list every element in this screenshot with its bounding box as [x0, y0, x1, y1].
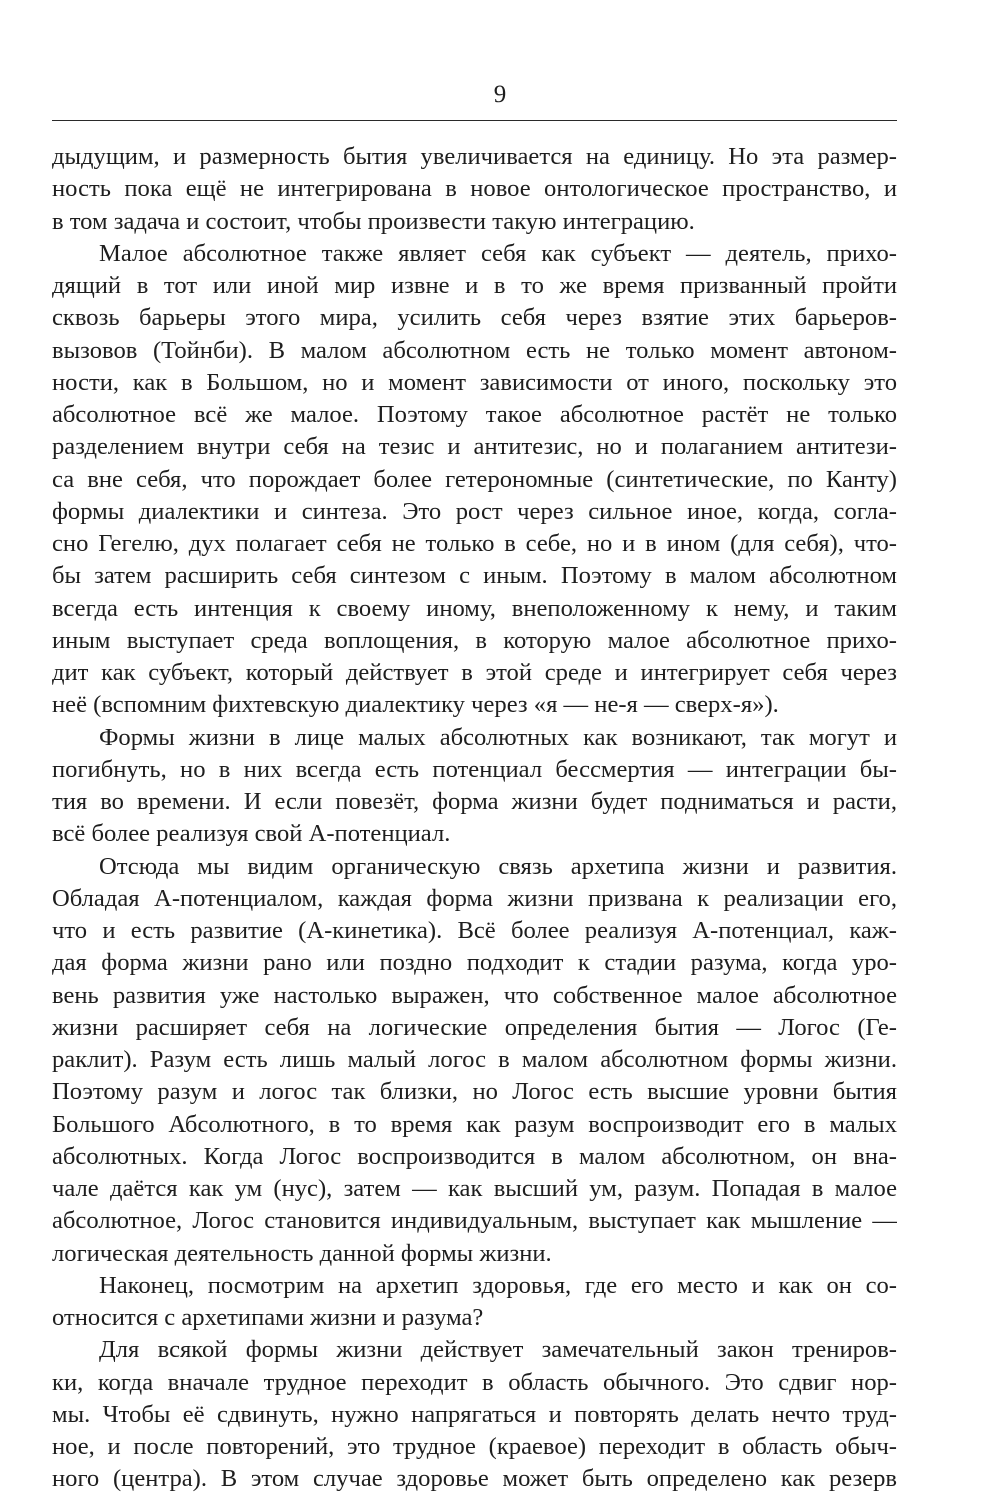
text-line: Отсюда мы видим органическую связь архетипа жизни и развития. [99, 852, 897, 880]
text-line: абсолютных. Когда Логос воспроизводится в малом абсолютном, он вна- [52, 1142, 897, 1170]
text-line: что и есть развитие (А-кинетика). Всё более реализуя А-потенциал, каж- [52, 917, 897, 944]
text-line: тия во времени. И если повезёт, форма жизни будет подниматься и расти, [52, 788, 897, 815]
text-line: разделением внутри себя на тезис и антитезис, но и полаганием антитези- [52, 433, 897, 461]
text-line: Большого Абсолютного, в то время как разум воспроизводит его в малых [52, 1110, 897, 1138]
text-line: бы затем расширить себя синтезом с иным. Поэтому в малом абсолютном [52, 562, 897, 590]
text-line: чале даётся как ум (нус), затем — как высший ум, разум. Попадая в малое [52, 1175, 897, 1202]
text-line: погибнуть, но в них всегда есть потенциал бессмертия — интеграции бы- [52, 755, 897, 783]
text-line: са вне себя, что порождает более гетерономные (синтетические, по Канту) [52, 465, 897, 493]
text-line: логическая деятельность данной формы жизни. [52, 1239, 552, 1267]
paragraph [52, 1270, 897, 1335]
text-line: ность пока ещё не интегрирована в новое онтологическое пространство, и [52, 175, 897, 203]
text-line: дящий в тот или иной мир извне и в то же время призванный пройти [52, 272, 897, 299]
text-line: Для всякой формы жизни действует замечательный закон трениров- [99, 1336, 897, 1364]
paragraph [52, 1334, 897, 1495]
text-line: относится с архетипами жизни и разума? [52, 1304, 484, 1331]
text-line: мы. Чтобы её сдвинуть, нужно напрягаться и повторять делать нечто труд- [52, 1400, 897, 1428]
text-line: сквозь барьеры этого мира, усилить себя через взятие этих барьеров- [52, 304, 897, 332]
paragraph [52, 141, 897, 238]
paragraph [52, 851, 897, 1270]
text-line: раклит). Разум есть лишь малый логос в малом абсолютном формы жизни. [52, 1046, 897, 1073]
text-line: формы диалектики и синтеза. Это рост через сильное иное, когда, согла- [52, 497, 897, 525]
text-line: в том задача и состоит, чтобы произвести такую интеграцию. [52, 207, 695, 235]
text-line: иным выступает среда воплощения, в которую малое абсолютное прихо- [52, 626, 897, 654]
text-line: сно Гегелю, дух полагает себя не только в себе, но и в ином (для себя), что- [52, 530, 897, 557]
header-rule [52, 120, 897, 121]
text-line: дая форма жизни рано или поздно подходит к стадии разума, когда уро- [52, 949, 897, 977]
text-line: вызовов (Тойнби). В малом абсолютном есть не только момент автоном- [52, 336, 897, 364]
page-number: 9 [493, 81, 507, 108]
paragraph [52, 238, 897, 722]
text-line: ки, когда вначале трудное переходит в область обычного. Это сдвиг нор- [52, 1368, 897, 1396]
text-line: абсолютное всё же малое. Поэтому такое абсолютное растёт не только [52, 401, 897, 428]
text-line: всё более реализуя свой А-потенциал. [52, 820, 451, 848]
text-line: вень развития уже настолько выражен, что собственное малое абсолютное [52, 981, 897, 1009]
body-text [52, 141, 897, 1496]
text-line: дыдущим, и размерность бытия увеличивается на единицу. Но эта размер- [52, 143, 897, 170]
text-line: Формы жизни в лице малых абсолютных как возникают, так могут и [99, 723, 897, 751]
text-line: ного (центра). В этом случае здоровье может быть определено как резерв [52, 1465, 897, 1493]
text-line: жизни расширяет себя на логические определения бытия — Логос (Ге- [52, 1013, 897, 1041]
text-line: ное, и после повторений, это трудное (краевое) переходит в область обыч- [52, 1433, 897, 1460]
text-line: Малое абсолютное также являет себя как субъект — деятель, прихо- [99, 239, 897, 267]
text-line: Наконец, посмотрим на архетип здоровья, где его место и как он со- [99, 1271, 897, 1299]
text-line: всегда есть интенция к своему иному, внеположенному к нему, и таким [52, 594, 897, 622]
text-line: Обладая А-потенциалом, каждая форма жизни призвана к реализации его, [52, 884, 897, 912]
text-line: ности, как в Большом, но и момент зависимости от иного, поскольку это [52, 368, 897, 396]
text-line: Поэтому разум и логос так близки, но Логос есть высшие уровни бытия [52, 1078, 897, 1106]
text-line: абсолютное, Логос становится индивидуальным, выступает как мышление — [52, 1207, 897, 1235]
paragraph [52, 722, 897, 851]
text-line: неё (вспомним фихтевскую диалектику через «я — не-я — сверх-я»). [52, 691, 779, 719]
text-line: дит как субъект, который действует в этой среде и интегрирует себя через [52, 659, 897, 686]
